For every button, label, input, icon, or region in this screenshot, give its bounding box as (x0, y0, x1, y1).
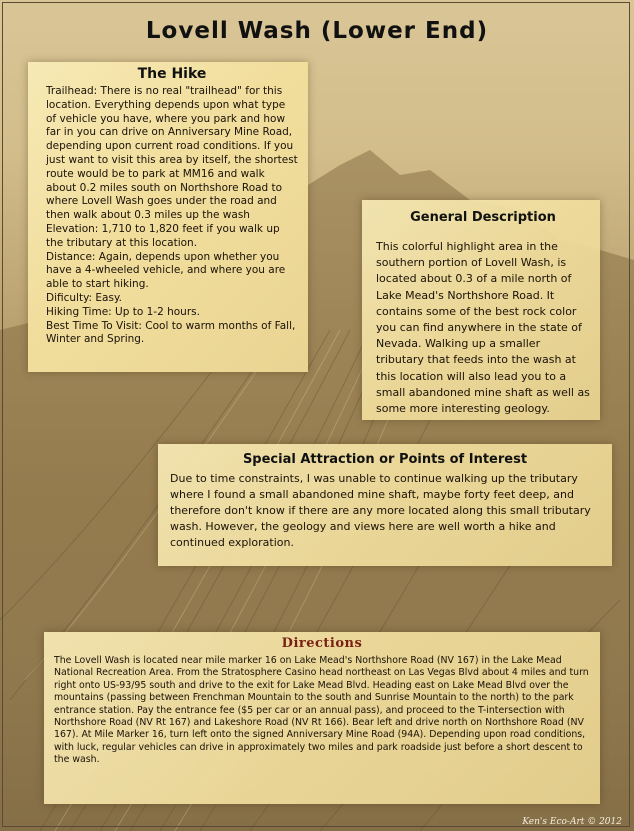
general-description-heading: General Description (410, 210, 556, 225)
hiking-time-text: Hiking Time: Up to 1-2 hours. (46, 305, 200, 318)
trailhead-text: Trailhead: There is no real "trailhead" for this location. Everything depends upon what type of vehicle you have, where you park and how far in you can drive on Anniversary Mine Road, depending upon current road conditions. If you just want to visit this area by itself, the shortest route would be to park at MM16 and walk about 0.2 miles south on Northshore Road to where Lovell Wash goes under the road and then walk about 0.3 miles up the wash (46, 85, 298, 222)
special-attraction-panel (158, 444, 612, 566)
the-hike-panel (28, 62, 308, 372)
special-attraction-heading: Special Attraction or Points of Interest (242, 452, 528, 467)
directions-panel (44, 632, 600, 804)
best-time-text: Best Time To Visit: Cool to warm months of Fall, Winter and Spring. (46, 319, 296, 346)
special-attraction-text: Due to time constraints, I was unable to continue walking up the tributary where I found a small abandoned mine shaft, maybe forty feet deep, and therefore don't know if there are any more located along this small tributary wash. However, the geology and views here are well worth a hike and continued exploration. (170, 472, 591, 549)
page-title: Lovell Wash (Lower End) (145, 18, 489, 44)
artist-credit: Ken's Eco-Art © 2012 (522, 817, 622, 827)
distance-text: Distance: Again, depends upon whether you have a 4-wheeled vehicle, and where you are able to start hiking. (46, 250, 286, 291)
general-description-panel (362, 200, 600, 420)
the-hike-body (46, 85, 298, 347)
difficulty-text: Dificulty: Easy. (46, 291, 122, 304)
directions-text: The Lovell Wash is located near mile marker 16 on Lake Mead's Northshore Road (NV 167) in the Lake Mead National Recreation Area. From the Stratosphere Casino head northeast on Las Vegas Blvd about 4 miles and turn right onto US-93/95 south and drive to the exit for Lake Mead Blvd. Heading east on Lake Mead Blvd over the mountains (passing between Frenchman Mountain to the south and Sunrise Mountain to the north) to the park entrance station. Pay the entrance fee ($5 per car or an annual pass), and proceed to the T-intersection with Northshore Road (NV Rt 167) and Lakeshore Road (NV Rt 166). Bear left and drive north on Northshore Road (NV 167). At Mile Marker 16, turn left onto the signed Anniversary Mine Road (94A). Depending upon road conditions, with luck, regular vehicles can drive in approximately two miles and park roadside just before a short descent to the wash. (54, 655, 589, 766)
directions-heading: Directions (281, 636, 363, 651)
the-hike-heading: The Hike (137, 66, 207, 82)
elevation-text: Elevation: 1,710 to 1,820 feet if you walk up the tributary at this location. (46, 222, 280, 249)
general-description-text: This colorful highlight area in the southern portion of Lovell Wash, is located about 0.3 of a mile north of Lake Mead's Northshore Road. It contains some of the best rock color you can find anywhere in the state of Nevada. Walking up a smaller tributary that feeds into the wash at this location will also lead you to a small abandoned mine shaft as well as some more interesting geology. (376, 240, 590, 416)
